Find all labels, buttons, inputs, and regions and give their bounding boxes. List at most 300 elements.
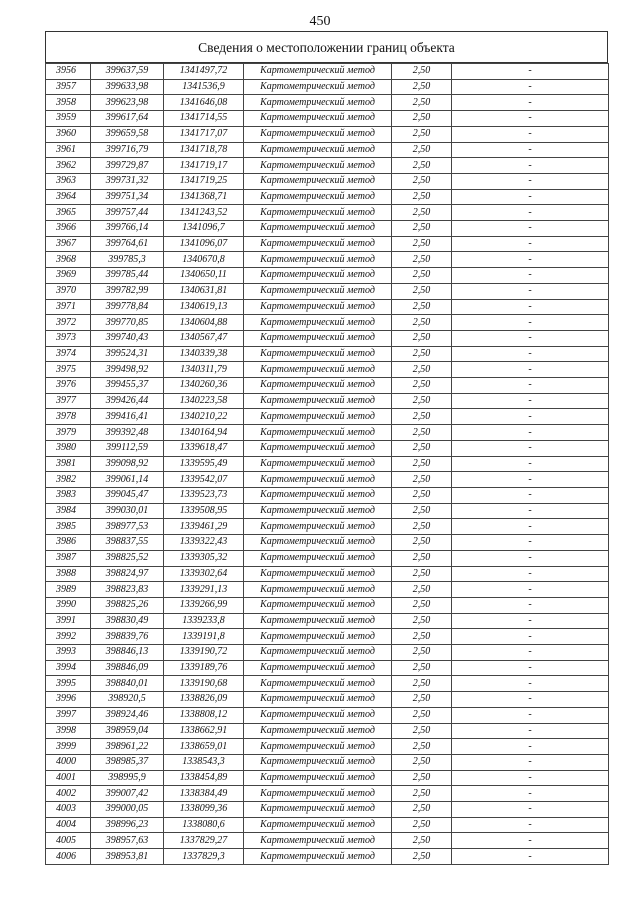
x-coordinate-cell: 399766,14 (91, 221, 164, 237)
description-cell: - (452, 378, 609, 394)
table-row (46, 519, 609, 535)
accuracy-cell: 2,50 (392, 79, 452, 95)
y-coordinate-cell: 1338080,6 (164, 817, 244, 833)
method-cell: Картометрический метод (244, 629, 392, 645)
description-cell: - (452, 64, 609, 80)
accuracy-cell: 2,50 (392, 236, 452, 252)
point-number-cell: 3958 (46, 95, 91, 111)
x-coordinate-cell: 399098,92 (91, 456, 164, 472)
accuracy-cell: 2,50 (392, 409, 452, 425)
method-cell: Картометрический метод (244, 299, 392, 315)
x-coordinate-cell: 398920,5 (91, 692, 164, 708)
table-row (46, 472, 609, 488)
x-coordinate-cell: 399000,05 (91, 802, 164, 818)
accuracy-cell: 2,50 (392, 299, 452, 315)
description-cell: - (452, 535, 609, 551)
method-cell: Картометрический метод (244, 330, 392, 346)
method-cell: Картометрический метод (244, 236, 392, 252)
method-cell: Картометрический метод (244, 707, 392, 723)
x-coordinate-cell: 399061,14 (91, 472, 164, 488)
x-coordinate-cell: 398995,9 (91, 770, 164, 786)
table-row (46, 739, 609, 755)
table-row (46, 425, 609, 441)
accuracy-cell: 2,50 (392, 268, 452, 284)
x-coordinate-cell: 398825,52 (91, 550, 164, 566)
method-cell: Картометрический метод (244, 692, 392, 708)
table-row (46, 802, 609, 818)
table-row (46, 236, 609, 252)
table-row (46, 95, 609, 111)
table-row (46, 393, 609, 409)
coordinates-sheet (45, 31, 608, 865)
accuracy-cell: 2,50 (392, 393, 452, 409)
method-cell: Картометрический метод (244, 597, 392, 613)
accuracy-cell: 2,50 (392, 802, 452, 818)
y-coordinate-cell: 1340631,81 (164, 283, 244, 299)
accuracy-cell: 2,50 (392, 95, 452, 111)
accuracy-cell: 2,50 (392, 849, 452, 865)
table-row (46, 362, 609, 378)
method-cell: Картометрический метод (244, 676, 392, 692)
accuracy-cell: 2,50 (392, 221, 452, 237)
accuracy-cell: 2,50 (392, 754, 452, 770)
x-coordinate-cell: 398839,76 (91, 629, 164, 645)
point-number-cell: 3999 (46, 739, 91, 755)
table-row (46, 111, 609, 127)
y-coordinate-cell: 1338808,12 (164, 707, 244, 723)
y-coordinate-cell: 1339266,99 (164, 597, 244, 613)
y-coordinate-cell: 1340223,58 (164, 393, 244, 409)
y-coordinate-cell: 1339542,07 (164, 472, 244, 488)
method-cell: Картометрический метод (244, 440, 392, 456)
point-number-cell: 3973 (46, 330, 91, 346)
description-cell: - (452, 330, 609, 346)
point-number-cell: 4000 (46, 754, 91, 770)
point-number-cell: 3978 (46, 409, 91, 425)
y-coordinate-cell: 1338454,89 (164, 770, 244, 786)
method-cell: Картометрический метод (244, 283, 392, 299)
description-cell: - (452, 707, 609, 723)
description-cell: - (452, 817, 609, 833)
method-cell: Картометрический метод (244, 268, 392, 284)
method-cell: Картометрический метод (244, 723, 392, 739)
method-cell: Картометрический метод (244, 95, 392, 111)
point-number-cell: 3989 (46, 582, 91, 598)
accuracy-cell: 2,50 (392, 550, 452, 566)
table-row (46, 378, 609, 394)
accuracy-cell: 2,50 (392, 487, 452, 503)
method-cell: Картометрический метод (244, 362, 392, 378)
method-cell: Картометрический метод (244, 660, 392, 676)
table-row (46, 535, 609, 551)
y-coordinate-cell: 1340210,22 (164, 409, 244, 425)
y-coordinate-cell: 1339618,47 (164, 440, 244, 456)
x-coordinate-cell: 399416,41 (91, 409, 164, 425)
method-cell: Картометрический метод (244, 189, 392, 205)
x-coordinate-cell: 398846,09 (91, 660, 164, 676)
accuracy-cell: 2,50 (392, 597, 452, 613)
description-cell: - (452, 111, 609, 127)
table-row (46, 330, 609, 346)
accuracy-cell: 2,50 (392, 362, 452, 378)
description-cell: - (452, 597, 609, 613)
y-coordinate-cell: 1340604,88 (164, 315, 244, 331)
table-row (46, 440, 609, 456)
coordinates-table (45, 63, 609, 865)
y-coordinate-cell: 1341718,78 (164, 142, 244, 158)
table-row (46, 456, 609, 472)
method-cell: Картометрический метод (244, 221, 392, 237)
table-row (46, 79, 609, 95)
x-coordinate-cell: 399045,47 (91, 487, 164, 503)
description-cell: - (452, 754, 609, 770)
x-coordinate-cell: 398924,46 (91, 707, 164, 723)
accuracy-cell: 2,50 (392, 519, 452, 535)
y-coordinate-cell: 1341536,9 (164, 79, 244, 95)
description-cell: - (452, 158, 609, 174)
accuracy-cell: 2,50 (392, 723, 452, 739)
accuracy-cell: 2,50 (392, 472, 452, 488)
table-row (46, 676, 609, 692)
description-cell: - (452, 645, 609, 661)
table-row (46, 770, 609, 786)
description-cell: - (452, 299, 609, 315)
accuracy-cell: 2,50 (392, 770, 452, 786)
accuracy-cell: 2,50 (392, 158, 452, 174)
y-coordinate-cell: 1341243,52 (164, 205, 244, 221)
method-cell: Картометрический метод (244, 205, 392, 221)
x-coordinate-cell: 399007,42 (91, 786, 164, 802)
y-coordinate-cell: 1337829,27 (164, 833, 244, 849)
method-cell: Картометрический метод (244, 519, 392, 535)
accuracy-cell: 2,50 (392, 629, 452, 645)
y-coordinate-cell: 1338659,01 (164, 739, 244, 755)
point-number-cell: 3984 (46, 503, 91, 519)
x-coordinate-cell: 399426,44 (91, 393, 164, 409)
x-coordinate-cell: 399498,92 (91, 362, 164, 378)
description-cell: - (452, 550, 609, 566)
description-cell: - (452, 346, 609, 362)
description-cell: - (452, 221, 609, 237)
point-number-cell: 3967 (46, 236, 91, 252)
description-cell: - (452, 268, 609, 284)
y-coordinate-cell: 1340339,38 (164, 346, 244, 362)
method-cell: Картометрический метод (244, 645, 392, 661)
point-number-cell: 3992 (46, 629, 91, 645)
method-cell: Картометрический метод (244, 487, 392, 503)
accuracy-cell: 2,50 (392, 833, 452, 849)
y-coordinate-cell: 1339523,73 (164, 487, 244, 503)
table-row (46, 158, 609, 174)
method-cell: Картометрический метод (244, 315, 392, 331)
table-row (46, 487, 609, 503)
method-cell: Картометрический метод (244, 472, 392, 488)
x-coordinate-cell: 399729,87 (91, 158, 164, 174)
method-cell: Картометрический метод (244, 346, 392, 362)
description-cell: - (452, 126, 609, 142)
method-cell: Картометрический метод (244, 613, 392, 629)
accuracy-cell: 2,50 (392, 692, 452, 708)
accuracy-cell: 2,50 (392, 173, 452, 189)
description-cell: - (452, 770, 609, 786)
point-number-cell: 3998 (46, 723, 91, 739)
y-coordinate-cell: 1339461,29 (164, 519, 244, 535)
point-number-cell: 4001 (46, 770, 91, 786)
accuracy-cell: 2,50 (392, 189, 452, 205)
x-coordinate-cell: 398957,63 (91, 833, 164, 849)
accuracy-cell: 2,50 (392, 440, 452, 456)
method-cell: Картометрический метод (244, 802, 392, 818)
description-cell: - (452, 582, 609, 598)
table-row (46, 346, 609, 362)
table-row (46, 550, 609, 566)
description-cell: - (452, 739, 609, 755)
y-coordinate-cell: 1338099,36 (164, 802, 244, 818)
point-number-cell: 3983 (46, 487, 91, 503)
description-cell: - (452, 676, 609, 692)
x-coordinate-cell: 399524,31 (91, 346, 164, 362)
description-cell: - (452, 79, 609, 95)
accuracy-cell: 2,50 (392, 613, 452, 629)
accuracy-cell: 2,50 (392, 645, 452, 661)
y-coordinate-cell: 1341368,71 (164, 189, 244, 205)
description-cell: - (452, 440, 609, 456)
description-cell: - (452, 283, 609, 299)
point-number-cell: 3976 (46, 378, 91, 394)
table-row (46, 582, 609, 598)
table-row (46, 613, 609, 629)
x-coordinate-cell: 398846,13 (91, 645, 164, 661)
y-coordinate-cell: 1341096,7 (164, 221, 244, 237)
table-row (46, 660, 609, 676)
point-number-cell: 3991 (46, 613, 91, 629)
point-number-cell: 3964 (46, 189, 91, 205)
accuracy-cell: 2,50 (392, 252, 452, 268)
method-cell: Картометрический метод (244, 79, 392, 95)
table-row (46, 252, 609, 268)
point-number-cell: 4002 (46, 786, 91, 802)
point-number-cell: 3970 (46, 283, 91, 299)
y-coordinate-cell: 1339190,68 (164, 676, 244, 692)
accuracy-cell: 2,50 (392, 64, 452, 80)
y-coordinate-cell: 1341714,55 (164, 111, 244, 127)
y-coordinate-cell: 1338662,91 (164, 723, 244, 739)
table-row (46, 315, 609, 331)
point-number-cell: 3974 (46, 346, 91, 362)
point-number-cell: 4006 (46, 849, 91, 865)
table-row (46, 283, 609, 299)
point-number-cell: 3957 (46, 79, 91, 95)
x-coordinate-cell: 399785,3 (91, 252, 164, 268)
point-number-cell: 3959 (46, 111, 91, 127)
table-row (46, 754, 609, 770)
accuracy-cell: 2,50 (392, 283, 452, 299)
accuracy-cell: 2,50 (392, 660, 452, 676)
x-coordinate-cell: 399778,84 (91, 299, 164, 315)
description-cell: - (452, 723, 609, 739)
y-coordinate-cell: 1338826,09 (164, 692, 244, 708)
y-coordinate-cell: 1341717,07 (164, 126, 244, 142)
y-coordinate-cell: 1340670,8 (164, 252, 244, 268)
y-coordinate-cell: 1341719,17 (164, 158, 244, 174)
description-cell: - (452, 613, 609, 629)
point-number-cell: 3971 (46, 299, 91, 315)
point-number-cell: 4005 (46, 833, 91, 849)
table-row (46, 817, 609, 833)
method-cell: Картометрический метод (244, 378, 392, 394)
y-coordinate-cell: 1339191,8 (164, 629, 244, 645)
point-number-cell: 3982 (46, 472, 91, 488)
method-cell: Картометрический метод (244, 849, 392, 865)
point-number-cell: 3987 (46, 550, 91, 566)
point-number-cell: 3972 (46, 315, 91, 331)
y-coordinate-cell: 1338384,49 (164, 786, 244, 802)
description-cell: - (452, 566, 609, 582)
point-number-cell: 3981 (46, 456, 91, 472)
point-number-cell: 3994 (46, 660, 91, 676)
x-coordinate-cell: 398825,26 (91, 597, 164, 613)
point-number-cell: 3956 (46, 64, 91, 80)
accuracy-cell: 2,50 (392, 582, 452, 598)
method-cell: Картометрический метод (244, 393, 392, 409)
method-cell: Картометрический метод (244, 739, 392, 755)
table-row (46, 723, 609, 739)
x-coordinate-cell: 399030,01 (91, 503, 164, 519)
y-coordinate-cell: 1340567,47 (164, 330, 244, 346)
point-number-cell: 3979 (46, 425, 91, 441)
method-cell: Картометрический метод (244, 126, 392, 142)
x-coordinate-cell: 398996,23 (91, 817, 164, 833)
y-coordinate-cell: 1340164,94 (164, 425, 244, 441)
table-row (46, 299, 609, 315)
x-coordinate-cell: 398953,81 (91, 849, 164, 865)
x-coordinate-cell: 399392,48 (91, 425, 164, 441)
point-number-cell: 3980 (46, 440, 91, 456)
method-cell: Картометрический метод (244, 550, 392, 566)
method-cell: Картометрический метод (244, 158, 392, 174)
method-cell: Картометрический метод (244, 833, 392, 849)
table-row (46, 786, 609, 802)
x-coordinate-cell: 399764,61 (91, 236, 164, 252)
y-coordinate-cell: 1339233,8 (164, 613, 244, 629)
point-number-cell: 3985 (46, 519, 91, 535)
description-cell: - (452, 503, 609, 519)
description-cell: - (452, 849, 609, 865)
description-cell: - (452, 393, 609, 409)
point-number-cell: 3997 (46, 707, 91, 723)
method-cell: Картометрический метод (244, 64, 392, 80)
method-cell: Картометрический метод (244, 786, 392, 802)
x-coordinate-cell: 399637,59 (91, 64, 164, 80)
point-number-cell: 3975 (46, 362, 91, 378)
accuracy-cell: 2,50 (392, 330, 452, 346)
y-coordinate-cell: 1339190,72 (164, 645, 244, 661)
table-row (46, 503, 609, 519)
x-coordinate-cell: 399659,58 (91, 126, 164, 142)
point-number-cell: 3965 (46, 205, 91, 221)
accuracy-cell: 2,50 (392, 566, 452, 582)
y-coordinate-cell: 1340650,11 (164, 268, 244, 284)
accuracy-cell: 2,50 (392, 535, 452, 551)
description-cell: - (452, 519, 609, 535)
x-coordinate-cell: 399751,34 (91, 189, 164, 205)
description-cell: - (452, 252, 609, 268)
point-number-cell: 4003 (46, 802, 91, 818)
x-coordinate-cell: 398837,55 (91, 535, 164, 551)
table-row (46, 126, 609, 142)
description-cell: - (452, 629, 609, 645)
table-row (46, 692, 609, 708)
x-coordinate-cell: 399770,85 (91, 315, 164, 331)
description-cell: - (452, 189, 609, 205)
section-title: Сведения о местоположении границ объекта (45, 31, 608, 63)
accuracy-cell: 2,50 (392, 126, 452, 142)
point-number-cell: 4004 (46, 817, 91, 833)
point-number-cell: 3988 (46, 566, 91, 582)
accuracy-cell: 2,50 (392, 425, 452, 441)
accuracy-cell: 2,50 (392, 676, 452, 692)
y-coordinate-cell: 1339305,32 (164, 550, 244, 566)
x-coordinate-cell: 398824,97 (91, 566, 164, 582)
y-coordinate-cell: 1340619,13 (164, 299, 244, 315)
point-number-cell: 3995 (46, 676, 91, 692)
y-coordinate-cell: 1339322,43 (164, 535, 244, 551)
description-cell: - (452, 472, 609, 488)
point-number-cell: 3986 (46, 535, 91, 551)
y-coordinate-cell: 1339302,64 (164, 566, 244, 582)
y-coordinate-cell: 1339189,76 (164, 660, 244, 676)
method-cell: Картометрический метод (244, 817, 392, 833)
y-coordinate-cell: 1341646,08 (164, 95, 244, 111)
description-cell: - (452, 802, 609, 818)
method-cell: Картометрический метод (244, 535, 392, 551)
description-cell: - (452, 315, 609, 331)
description-cell: - (452, 786, 609, 802)
x-coordinate-cell: 399785,44 (91, 268, 164, 284)
accuracy-cell: 2,50 (392, 786, 452, 802)
description-cell: - (452, 173, 609, 189)
y-coordinate-cell: 1341497,72 (164, 64, 244, 80)
y-coordinate-cell: 1341096,07 (164, 236, 244, 252)
accuracy-cell: 2,50 (392, 205, 452, 221)
description-cell: - (452, 833, 609, 849)
x-coordinate-cell: 398985,37 (91, 754, 164, 770)
y-coordinate-cell: 1338543,3 (164, 754, 244, 770)
accuracy-cell: 2,50 (392, 142, 452, 158)
table-row (46, 707, 609, 723)
description-cell: - (452, 236, 609, 252)
point-number-cell: 3968 (46, 252, 91, 268)
x-coordinate-cell: 398959,04 (91, 723, 164, 739)
x-coordinate-cell: 399617,64 (91, 111, 164, 127)
table-row (46, 189, 609, 205)
table-row (46, 205, 609, 221)
y-coordinate-cell: 1340311,79 (164, 362, 244, 378)
method-cell: Картометрический метод (244, 503, 392, 519)
accuracy-cell: 2,50 (392, 378, 452, 394)
y-coordinate-cell: 1341719,25 (164, 173, 244, 189)
y-coordinate-cell: 1339508,95 (164, 503, 244, 519)
accuracy-cell: 2,50 (392, 456, 452, 472)
method-cell: Картометрический метод (244, 142, 392, 158)
point-number-cell: 3960 (46, 126, 91, 142)
description-cell: - (452, 692, 609, 708)
x-coordinate-cell: 399623,98 (91, 95, 164, 111)
method-cell: Картометрический метод (244, 566, 392, 582)
x-coordinate-cell: 399731,32 (91, 173, 164, 189)
table-row (46, 849, 609, 865)
table-row (46, 409, 609, 425)
